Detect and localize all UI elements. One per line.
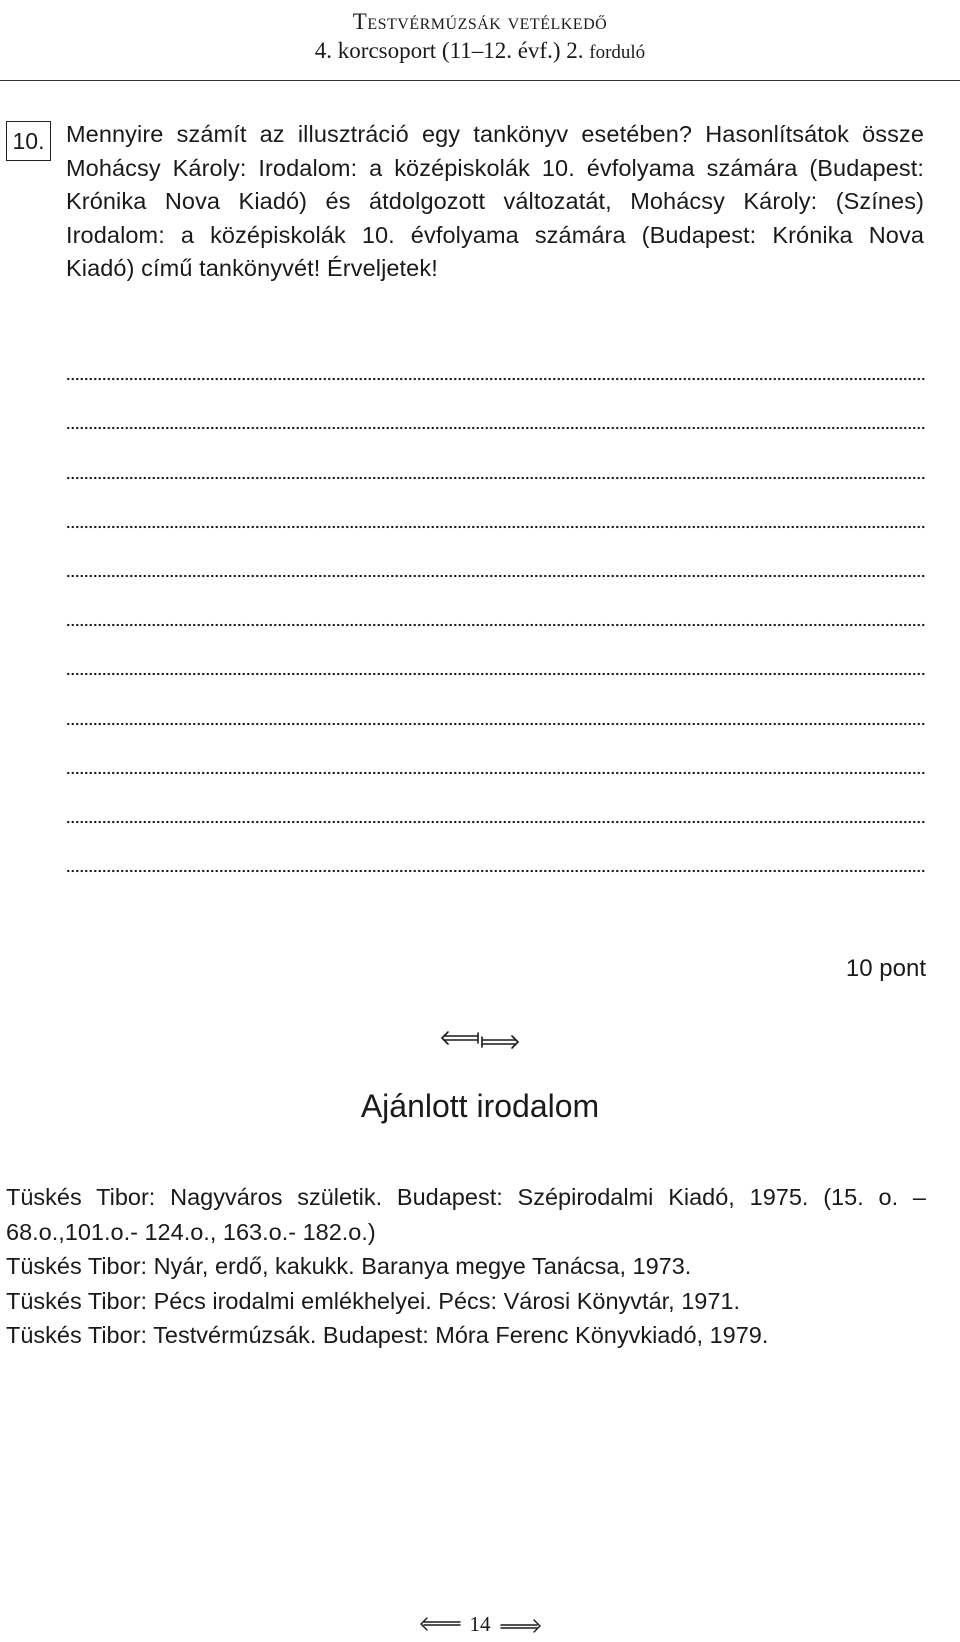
answer-line[interactable]	[66, 824, 926, 873]
reference-item: Tüskés Tibor: Pécs irodalmi emlékhelyei. Pécs: Városi Könyvtár, 1971.	[6, 1287, 741, 1314]
reference-item: Tüskés Tibor: Nyár, erdő, kakukk. Baranya megye Tanácsa, 1973.	[6, 1253, 692, 1279]
answer-line[interactable]	[66, 775, 926, 824]
answer-line[interactable]	[66, 529, 926, 578]
answer-line[interactable]	[66, 578, 926, 627]
answer-line[interactable]	[66, 627, 926, 676]
round-subtitle	[0, 36, 960, 68]
reference-list	[6, 1180, 926, 1353]
page-footer	[0, 1612, 960, 1637]
subtitle-small: forduló	[589, 42, 646, 63]
contest-title: Testvérmúzsák vetélkedő	[352, 9, 608, 34]
answer-line[interactable]	[66, 430, 926, 479]
answer-line[interactable]	[66, 480, 926, 529]
reference-item: Tüskés Tibor: Testvérmúzsák. Budapest: Móra Ferenc Könyvkiadó, 1979.	[6, 1322, 769, 1348]
page-number: 14	[469, 1612, 491, 1636]
recommended-reading-title: Ajánlott irodalom	[360, 1088, 600, 1124]
header-divider	[0, 80, 960, 81]
footer-left-ornament-icon	[418, 1617, 462, 1633]
divider-ornament-icon	[440, 1030, 520, 1050]
answer-line[interactable]	[66, 381, 926, 430]
answer-line[interactable]	[66, 726, 926, 775]
page-header	[0, 0, 960, 68]
footer-right-ornament-icon	[499, 1617, 543, 1633]
question-text: Mennyire számít az illusztráció egy tankönyv esetében? Hasonlítsátok össze Mohácsy Károly: Irodalom: a középiskolák 10. évfolyama számára (Budapest: Krónika Nova Kiadó) és átdolgozott változatát, Mohácsy Károly: (Színes) Irodalom: a középiskolák 10. évfolyama számára (Budapest: Krónika Nova Kiadó) című tankönyvét! Érveljetek!	[66, 121, 924, 282]
answer-line[interactable]	[66, 332, 926, 381]
reference-item: Tüskés Tibor: Nagyváros születik. Budapest: Szépirodalmi Kiadó, 1975. (15. o. – 68.o.,101.o.- 124.o., 163.o.- 182.o.)	[6, 1184, 926, 1245]
subtitle-main: 4. korcsoport (11–12. évf.) 2.	[314, 38, 584, 63]
answer-line[interactable]	[66, 676, 926, 725]
points-label: 10 pont	[845, 955, 926, 982]
answer-lines[interactable]	[66, 332, 926, 873]
question-number-box: 10.	[6, 121, 51, 161]
